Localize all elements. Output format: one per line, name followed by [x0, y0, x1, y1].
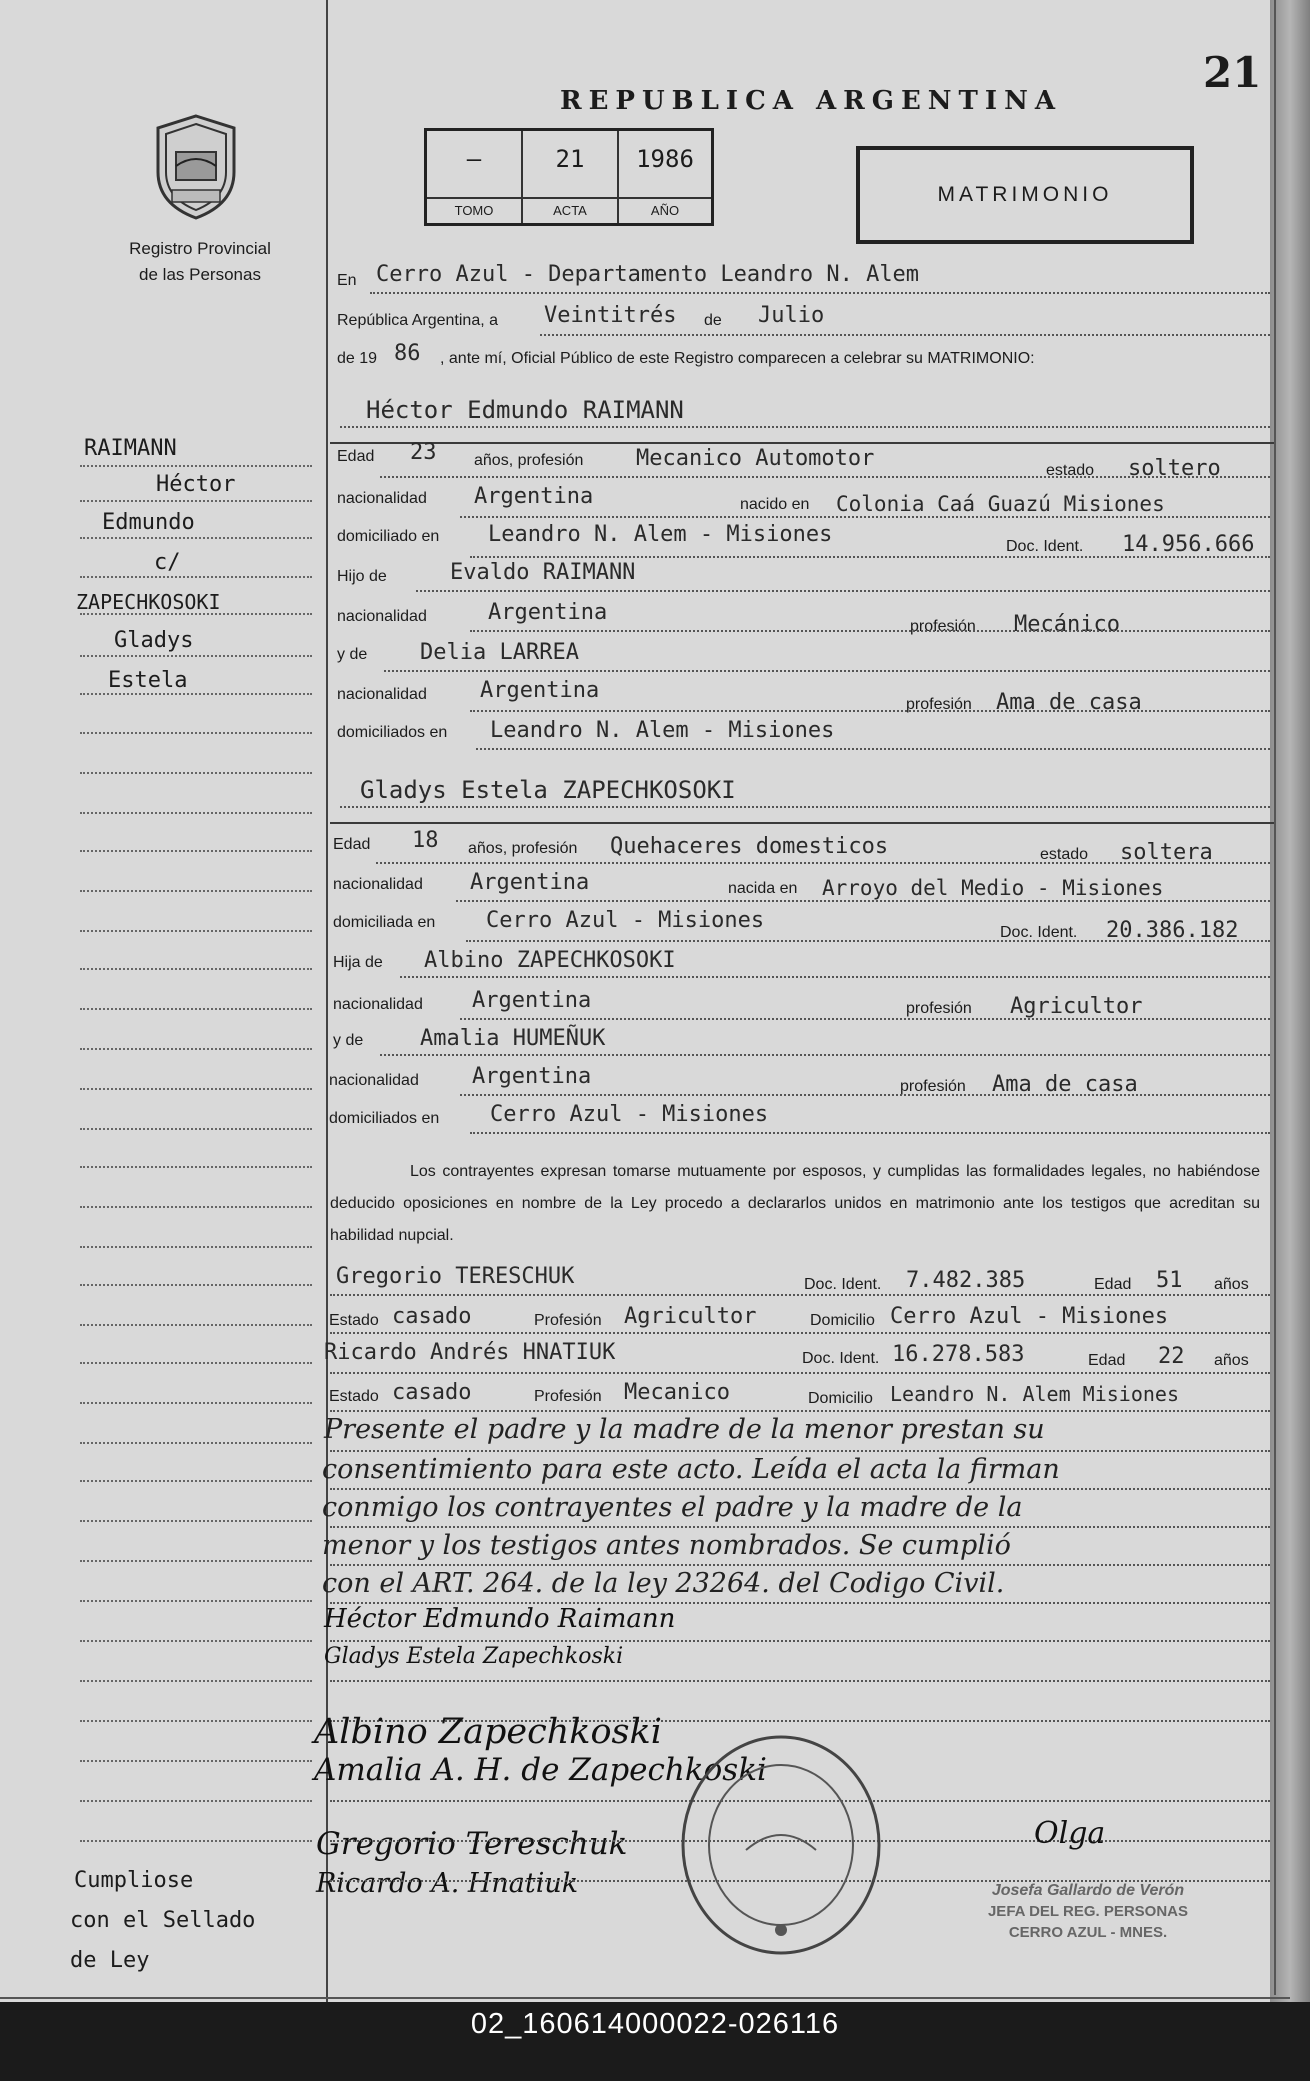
- witness1-age: 51: [1156, 1268, 1183, 1293]
- bride-estado: soltera: [1120, 840, 1213, 865]
- section-divider: [330, 822, 1274, 824]
- margin-footer-line: Cumpliose: [74, 1868, 194, 1893]
- margin-note-line: Estela: [108, 668, 188, 693]
- groom-line: [380, 476, 1270, 478]
- bride-estado-label: estado: [1040, 846, 1089, 863]
- margin-line: [80, 1246, 312, 1248]
- anio-value: 1986: [636, 145, 694, 173]
- margin-line: [80, 693, 312, 695]
- bride-father-nat: Argentina: [472, 988, 592, 1013]
- witness1-doc-label: Doc. Ident.: [804, 1276, 882, 1293]
- groom-doc: 14.956.666: [1122, 532, 1255, 557]
- bride-yde-label: y de: [333, 1032, 364, 1049]
- witness1-prof: Agricultor: [624, 1304, 757, 1329]
- bride-profession: Quehaceres domesticos: [610, 834, 889, 859]
- margin-line: [80, 1128, 312, 1130]
- groom-father-prof: Mecánico: [1014, 612, 1120, 637]
- right-border: [1274, 0, 1276, 1995]
- official-stamp: [928, 1880, 1248, 1943]
- groom-mother-prof-label: profesión: [906, 696, 972, 713]
- month-value: Julio: [758, 303, 825, 328]
- margin-line: [80, 1088, 312, 1090]
- tomo-cell: [427, 131, 523, 223]
- margin-column: [0, 0, 328, 2002]
- margin-line: [80, 537, 312, 539]
- document-type: MATRIMONIO: [856, 146, 1194, 244]
- bride-line: [466, 940, 1270, 942]
- witness2-dom-label: Domicilio: [808, 1390, 873, 1407]
- groom-parents-dom: Leandro N. Alem - Misiones: [490, 718, 835, 743]
- bride-dom-label: domiciliada en: [333, 914, 436, 931]
- record-box: [424, 128, 714, 226]
- note-rule: [330, 1526, 1270, 1528]
- groom-mother-prof: Ama de casa: [996, 690, 1142, 715]
- official-name: Josefa Gallardo de Verón: [991, 1882, 1185, 1899]
- en-label: En: [337, 272, 357, 289]
- note-rule: [330, 1564, 1270, 1566]
- witness1-name: Gregorio TERESCHUK: [336, 1264, 575, 1289]
- bride-father-prof: Agricultor: [1010, 994, 1143, 1019]
- bride-line: [400, 976, 1270, 978]
- official-title: JEFA DEL REG. PERSONAS: [987, 1903, 1189, 1920]
- margin-line: [80, 850, 312, 852]
- groom-profesion-label: años, profesión: [474, 452, 584, 469]
- margin-note-line: Gladys: [114, 628, 194, 653]
- witness2-doc: 16.278.583: [892, 1342, 1025, 1367]
- margin-line: [80, 1560, 312, 1562]
- year-prefix: de 19: [337, 350, 378, 367]
- witness2-edad-label: Edad: [1088, 1352, 1126, 1369]
- margin-line: [80, 1600, 312, 1602]
- groom-age: 23: [410, 440, 437, 465]
- margin-line: [80, 1720, 312, 1722]
- round-stamp-icon: [676, 1730, 886, 1960]
- margin-line: [80, 1402, 312, 1404]
- declaration-paragraph: [330, 1156, 1260, 1252]
- bride-mother-prof: Ama de casa: [992, 1072, 1138, 1097]
- margin-note-line: c/: [154, 550, 181, 575]
- bride-doc-label: Doc. Ident.: [1000, 924, 1078, 941]
- groom-line: [470, 556, 1270, 558]
- margin-footer-line: de Ley: [70, 1948, 150, 1973]
- witness2-anos: años: [1214, 1352, 1249, 1369]
- groom-yde-label: y de: [337, 646, 368, 663]
- groom-nationality: Argentina: [474, 484, 594, 509]
- note-line: consentimiento para este acto. Leída el acta la firman: [322, 1454, 1060, 1485]
- bride-line: [456, 900, 1270, 902]
- bride-father-signature: Albino Zapechkoski: [314, 1712, 662, 1752]
- witness-line: [330, 1332, 1270, 1334]
- note-line: conmigo los contrayentes el padre y la madre de la: [322, 1492, 1023, 1523]
- margin-line: [80, 1680, 312, 1682]
- margin-line: [80, 1324, 312, 1326]
- bride-parents-dom-label: domiciliados en: [329, 1110, 440, 1127]
- groom-estado-label: estado: [1046, 462, 1095, 479]
- bride-hija-label: Hija de: [333, 954, 383, 971]
- groom-mother-nac-label: nacionalidad: [337, 686, 427, 703]
- margin-line: [80, 1442, 312, 1444]
- groom-birthplace: Colonia Caá Guazú Misiones: [836, 492, 1165, 516]
- de-label: de: [704, 312, 722, 329]
- signature-rule: [330, 1640, 1270, 1642]
- witness2-prof-label: Profesión: [534, 1388, 602, 1405]
- margin-line: [80, 1760, 312, 1762]
- groom-father-nac-label: nacionalidad: [337, 608, 427, 625]
- witness1-edad-label: Edad: [1094, 1276, 1132, 1293]
- registry-name: [110, 236, 290, 288]
- margin-line: [80, 1520, 312, 1522]
- tomo-value: –: [466, 145, 482, 173]
- margin-line: [80, 500, 312, 502]
- groom-father-nat: Argentina: [488, 600, 608, 625]
- note-line: Presente el padre y la madre de la menor prestan su: [324, 1414, 1045, 1445]
- groom-line: [460, 516, 1270, 518]
- margin-line: [80, 930, 312, 932]
- margin-line: [80, 1800, 312, 1802]
- groom-line: [470, 630, 1270, 632]
- bride-birthplace: Arroyo del Medio - Misiones: [822, 876, 1164, 900]
- groom-nac-label: nacionalidad: [337, 490, 427, 507]
- groom-profession: Mecanico Automotor: [636, 446, 875, 471]
- acta-label: ACTA: [523, 197, 617, 218]
- witness2-estado-label: Estado: [329, 1388, 379, 1405]
- country-heading: REPUBLICA ARGENTINA: [560, 86, 1063, 116]
- bride-domicile: Cerro Azul - Misiones: [486, 908, 765, 933]
- witness-line: [330, 1410, 1270, 1412]
- witness1-dom: Cerro Azul - Misiones: [890, 1304, 1169, 1329]
- groom-estado: soltero: [1128, 456, 1221, 481]
- witness1-signature: Gregorio Tereschuk: [316, 1826, 628, 1862]
- bride-mother: Amalia HUMEÑUK: [420, 1026, 606, 1051]
- witness2-prof: Mecanico: [624, 1380, 730, 1405]
- bride-name: Gladys Estela ZAPECHKOSOKI: [360, 776, 736, 804]
- republica-label: República Argentina, a: [337, 312, 498, 329]
- margin-line: [80, 1284, 312, 1286]
- page-edge: [1270, 0, 1310, 2002]
- groom-name: Héctor Edmundo RAIMANN: [366, 396, 684, 424]
- official-place: CERRO AZUL - MNES.: [1008, 1924, 1168, 1941]
- margin-note-line: Edmundo: [102, 510, 195, 535]
- bride-mother-prof-label: profesión: [900, 1078, 966, 1095]
- bride-mother-nac-label: nacionalidad: [329, 1072, 419, 1089]
- margin-line: [80, 465, 312, 467]
- anio-cell: [619, 131, 711, 223]
- bride-father-prof-label: profesión: [906, 1000, 972, 1017]
- bride-father-nac-label: nacionalidad: [333, 996, 423, 1013]
- witness1-estado-label: Estado: [329, 1312, 379, 1329]
- bride-name-line: [340, 806, 1270, 808]
- bride-mother-signature: Amalia A. H. de Zapechkoski: [314, 1752, 767, 1788]
- witness1-dom-label: Domicilio: [810, 1312, 875, 1329]
- margin-line: [80, 1008, 312, 1010]
- groom-hijo-label: Hijo de: [337, 568, 387, 585]
- bride-born-label: nacida en: [728, 880, 798, 897]
- place-value: Cerro Azul - Departamento Leandro N. Alem: [376, 262, 920, 287]
- witness2-name: Ricardo Andrés HNATIUK: [324, 1340, 616, 1365]
- bride-line: [460, 1018, 1270, 1020]
- groom-line: [470, 710, 1270, 712]
- bride-line: [460, 1094, 1270, 1096]
- bride-line: [380, 1054, 1270, 1056]
- note-rule: [330, 1450, 1270, 1452]
- section-divider: [330, 442, 1274, 444]
- provincial-seal-icon: [150, 112, 242, 222]
- margin-line: [80, 655, 312, 657]
- bride-nationality: Argentina: [470, 870, 590, 895]
- margin-line: [80, 890, 312, 892]
- page-number: 21: [1203, 48, 1262, 97]
- witness2-age: 22: [1158, 1344, 1185, 1369]
- groom-line: [384, 670, 1270, 672]
- groom-father-prof-label: profesión: [910, 618, 976, 635]
- groom-doc-label: Doc. Ident.: [1006, 538, 1084, 555]
- signature-rule: [330, 1680, 1270, 1682]
- place-line: [370, 292, 1270, 294]
- note-rule: [330, 1488, 1270, 1490]
- groom-dom-label: domiciliado en: [337, 528, 440, 545]
- bride-profesion-label: años, profesión: [468, 840, 578, 857]
- margin-note-line: ZAPECHKOSOKI: [76, 590, 221, 614]
- margin-line: [80, 1166, 312, 1168]
- groom-father: Evaldo RAIMANN: [450, 560, 636, 585]
- witness2-dom: Leandro N. Alem Misiones: [890, 1382, 1179, 1406]
- witness1-estado: casado: [392, 1304, 472, 1329]
- bride-signature: Gladys Estela Zapechkoski: [324, 1644, 624, 1669]
- margin-line: [80, 812, 312, 814]
- bride-mother-nat: Argentina: [472, 1064, 592, 1089]
- margin-line: [80, 1480, 312, 1482]
- date-line: [540, 334, 1270, 336]
- margin-line: [80, 1840, 312, 1842]
- witness-line: [330, 1294, 1270, 1296]
- margin-line: [80, 1206, 312, 1208]
- anio-label: AÑO: [619, 197, 711, 218]
- bride-line: [376, 862, 1270, 864]
- margin-footer-line: con el Sellado: [70, 1908, 256, 1933]
- groom-name-line: [340, 426, 1270, 428]
- bride-nac-label: nacionalidad: [333, 876, 423, 893]
- acta-cell: [523, 131, 619, 223]
- registry-line-1: Registro Provincial: [129, 239, 271, 258]
- acta-value: 21: [555, 145, 585, 173]
- image-caption: 02_160614000022-026116: [470, 2008, 840, 2040]
- year-value: 86: [394, 341, 421, 366]
- witness1-doc: 7.482.385: [906, 1268, 1026, 1293]
- bride-age: 18: [412, 828, 439, 853]
- note-line: con el ART. 264. de la ley 23264. del Codigo Civil.: [322, 1568, 1005, 1599]
- margin-line: [80, 772, 312, 774]
- margin-note-line: Héctor: [156, 472, 236, 497]
- witness1-prof-label: Profesión: [534, 1312, 602, 1329]
- bride-father: Albino ZAPECHKOSOKI: [424, 948, 676, 973]
- bride-parents-dom: Cerro Azul - Misiones: [490, 1102, 769, 1127]
- margin-line: [80, 968, 312, 970]
- declaration-text: Los contrayentes expresan tomarse mutuamente por esposos, y cumplidas las formalidades legales, no habiéndose deducido oposiciones en nombre de la Ley procedo a declararlos unidos en matrimonio ante los testigos que acreditan su habilidad nupcial.: [330, 1163, 1260, 1244]
- groom-born-label: nacido en: [740, 496, 810, 513]
- groom-mother: Delia LARREA: [420, 640, 579, 665]
- groom-parents-dom-label: domiciliados en: [337, 724, 448, 741]
- officer-signature: Olga: [1034, 1816, 1106, 1851]
- margin-line: [80, 1640, 312, 1642]
- groom-line: [476, 748, 1270, 750]
- note-line: menor y los testigos antes nombrados. Se cumplió: [322, 1530, 1011, 1561]
- groom-edad-label: Edad: [337, 448, 375, 465]
- margin-line: [80, 576, 312, 578]
- margin-line: [80, 732, 312, 734]
- groom-signature: Héctor Edmundo Raimann: [324, 1604, 676, 1634]
- margin-line: [80, 1362, 312, 1364]
- groom-line: [416, 590, 1270, 592]
- tomo-label: TOMO: [427, 197, 521, 218]
- day-value: Veintitrés: [544, 303, 677, 328]
- bride-line: [470, 1132, 1270, 1134]
- witness2-signature: Ricardo A. Hnatiuk: [316, 1868, 579, 1899]
- intro-text: , ante mí, Oficial Público de este Registro comparecen a celebrar su MATRIMONIO:: [440, 350, 1035, 367]
- witness-line: [330, 1372, 1270, 1374]
- witness1-anos: años: [1214, 1276, 1249, 1293]
- margin-line: [80, 1048, 312, 1050]
- groom-mother-nat: Argentina: [480, 678, 600, 703]
- registry-line-2: de las Personas: [139, 265, 261, 284]
- witness2-estado: casado: [392, 1380, 472, 1405]
- witness2-doc-label: Doc. Ident.: [802, 1350, 880, 1367]
- bride-doc: 20.386.182: [1106, 918, 1239, 943]
- bride-edad-label: Edad: [333, 836, 371, 853]
- margin-note-line: RAIMANN: [84, 436, 177, 461]
- groom-domicile: Leandro N. Alem - Misiones: [488, 522, 833, 547]
